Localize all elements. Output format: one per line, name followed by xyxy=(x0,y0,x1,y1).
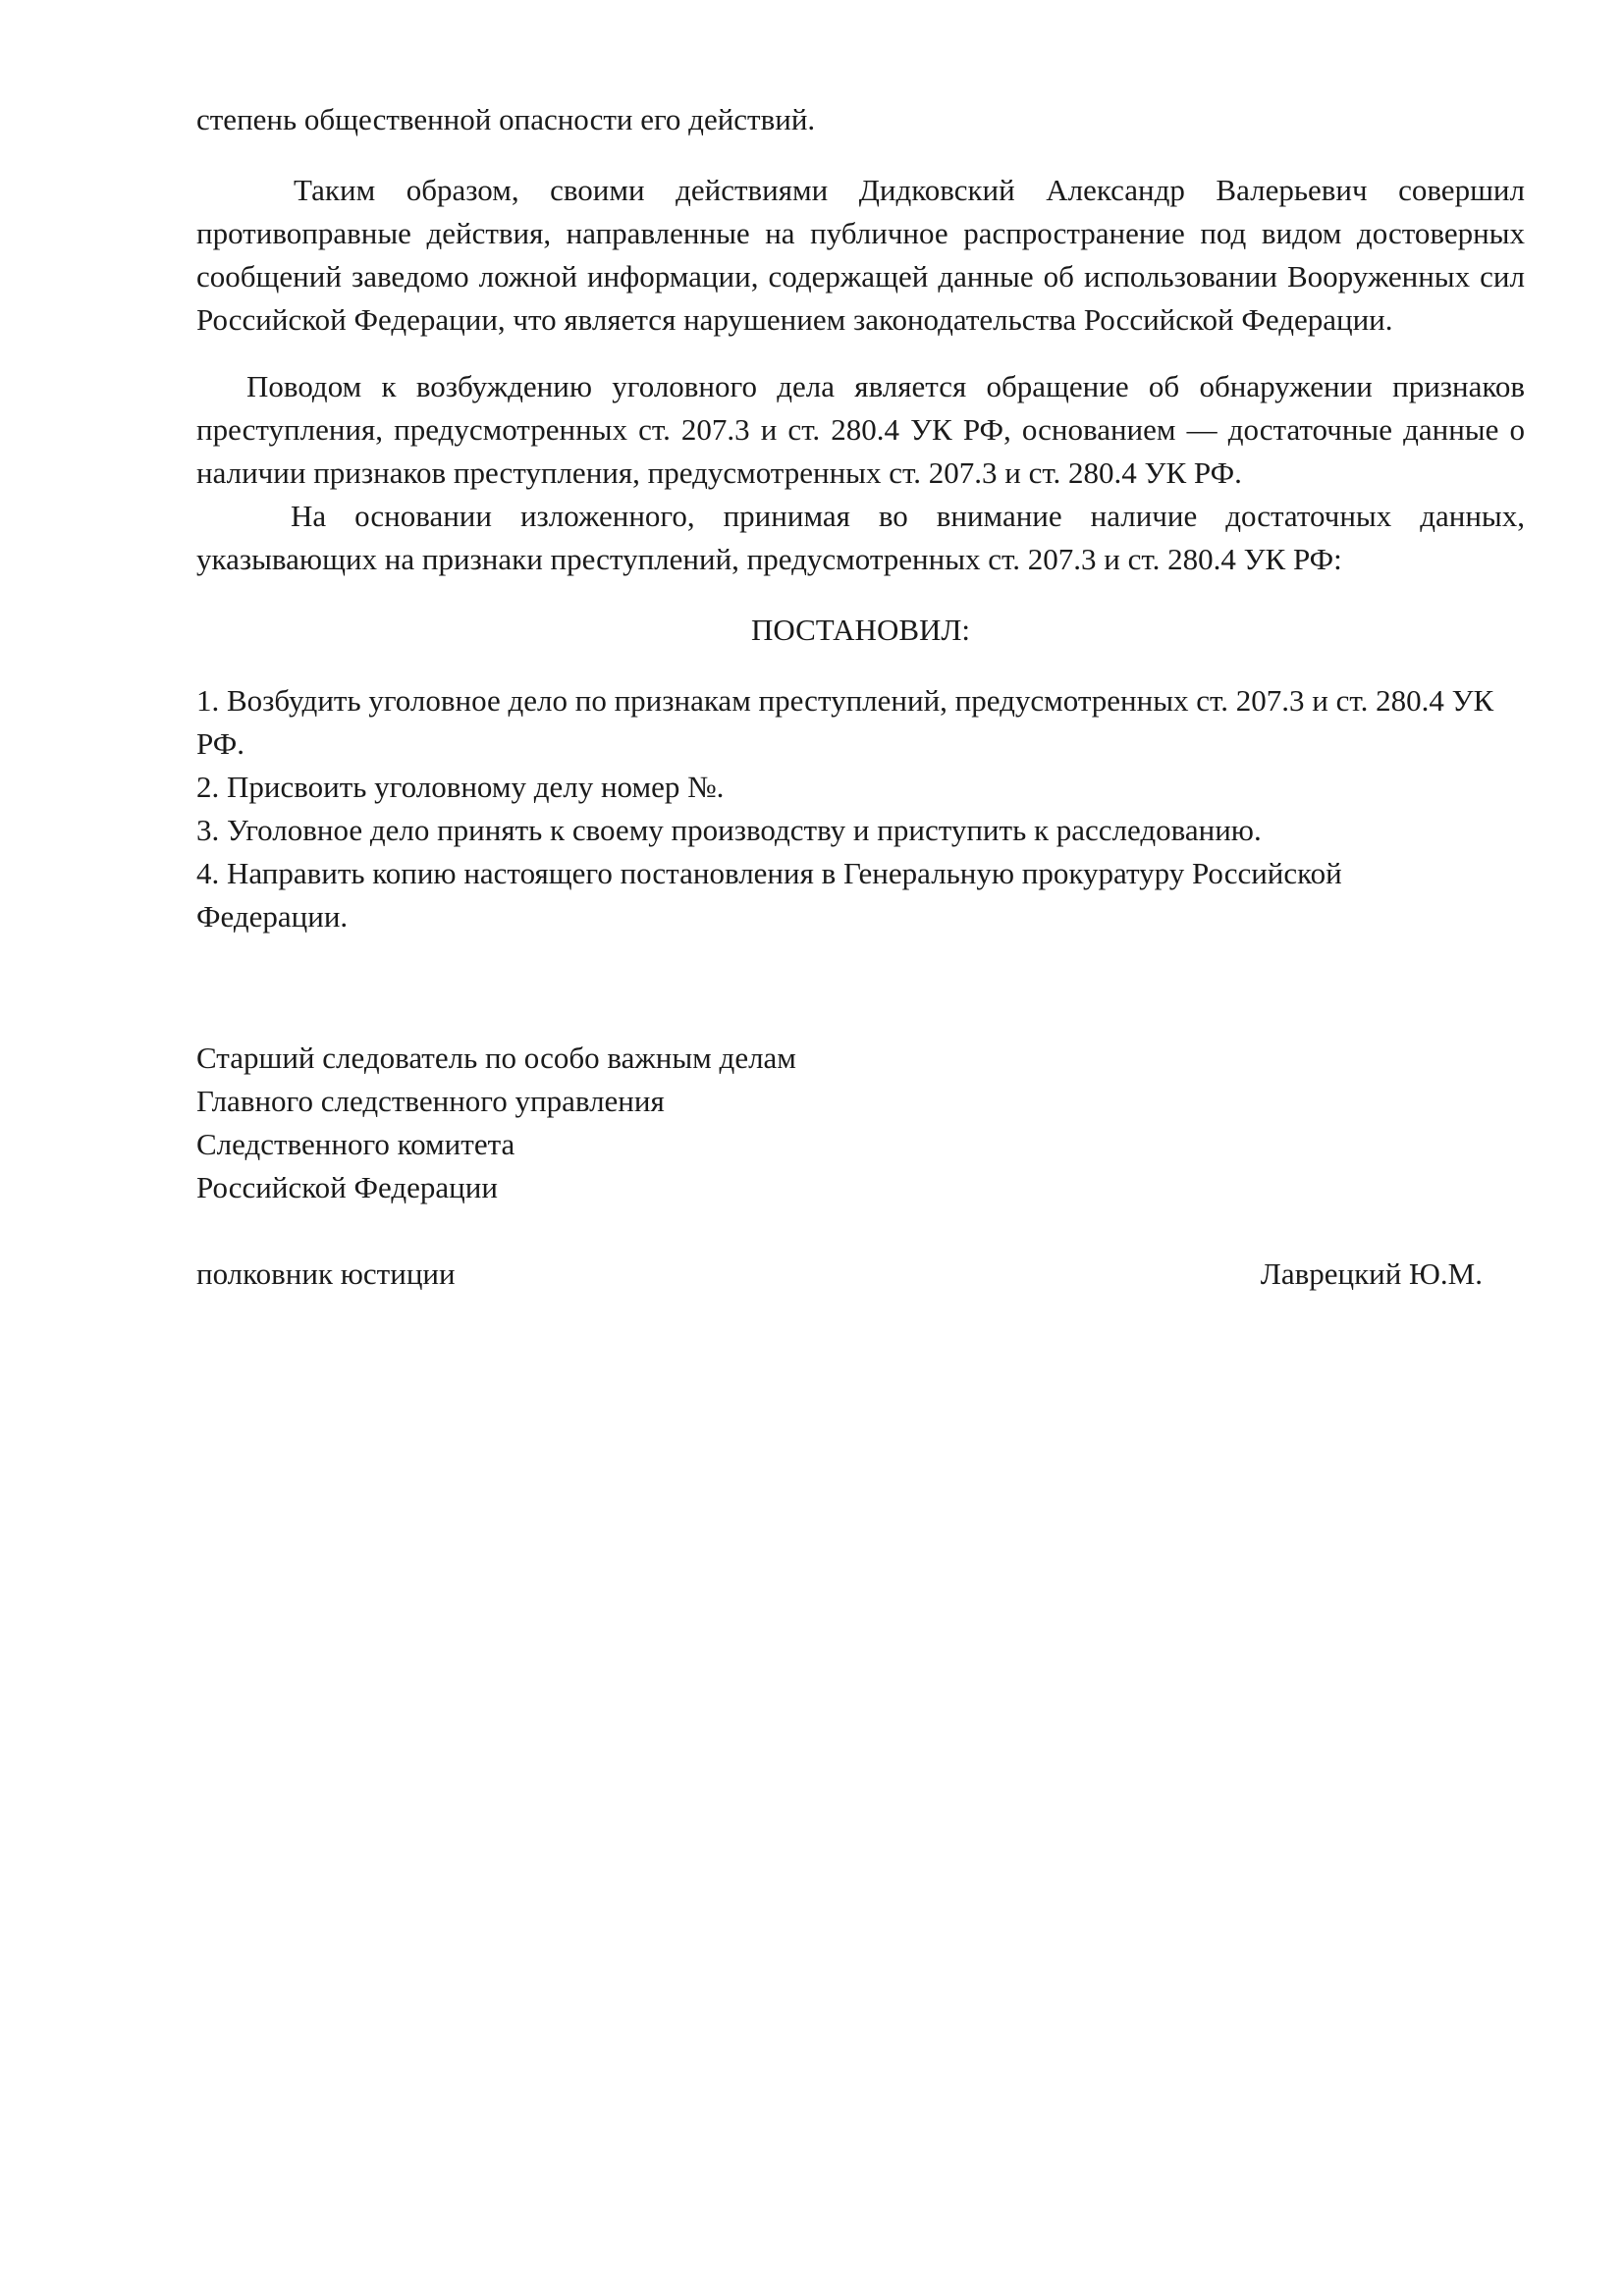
grounds-paragraph: Поводом к возбуждению уголовного дела является обращение об обнаружении признаков преступления, предусмотренных ст. 207.3 и ст. 280.4 УК РФ, основанием — достаточные данные о наличии признаков преступления, предусмотренных ст. 207.3 и ст. 280.4 УК РФ. xyxy=(196,369,1525,490)
signature-country-line: Российской Федерации xyxy=(196,1170,498,1204)
resolution-item-1: 1. Возбудить уголовное дело по признакам преступлений, предусмотренных ст. 207.3 и ст. 280.4 УК РФ. xyxy=(196,683,1494,761)
signature-rank-row xyxy=(196,1253,1483,1296)
conclusion-paragraph: Таким образом, своими действиями Дидковский Александр Валерьевич совершил противоправные действия, направленные на публичное распространение под видом достоверных сообщений заведомо ложной информации, содержащей данные об использовании Вооруженных сил Российской Федерации, что является нарушением законодательства Российской Федерации. xyxy=(196,173,1525,337)
signature-rank: полковник юстиции xyxy=(196,1256,456,1291)
signature-name: Лаврецкий Ю.М. xyxy=(1260,1256,1483,1291)
resolution-items xyxy=(196,679,1525,938)
resolution-item-2: 2. Присвоить уголовному делу номер №. xyxy=(196,770,725,804)
document-page xyxy=(196,98,1525,1296)
signature-department-line: Главного следственного управления xyxy=(196,1084,665,1118)
resolution-heading: ПОСТАНОВИЛ: xyxy=(750,613,971,647)
resolution-item-4: 4. Направить копию настоящего постановления в Генеральную прокуратуру Российской Федерации. xyxy=(196,856,1342,934)
signature-position-line: Старший следователь по особо важным делам xyxy=(196,1041,796,1075)
signature-committee-line: Следственного комитета xyxy=(196,1127,515,1161)
fragment-paragraph: степень общественной опасности его действий. xyxy=(196,102,816,136)
resolution-item-3: 3. Уголовное дело принять к своему производству и приступить к расследованию. xyxy=(196,813,1262,847)
signature-block xyxy=(196,1037,1525,1296)
basis-paragraph: На основании изложенного, принимая во внимание наличие достаточных данных, указывающих на признаки преступлений, предусмотренных ст. 207.3 и ст. 280.4 УК РФ: xyxy=(196,499,1525,576)
